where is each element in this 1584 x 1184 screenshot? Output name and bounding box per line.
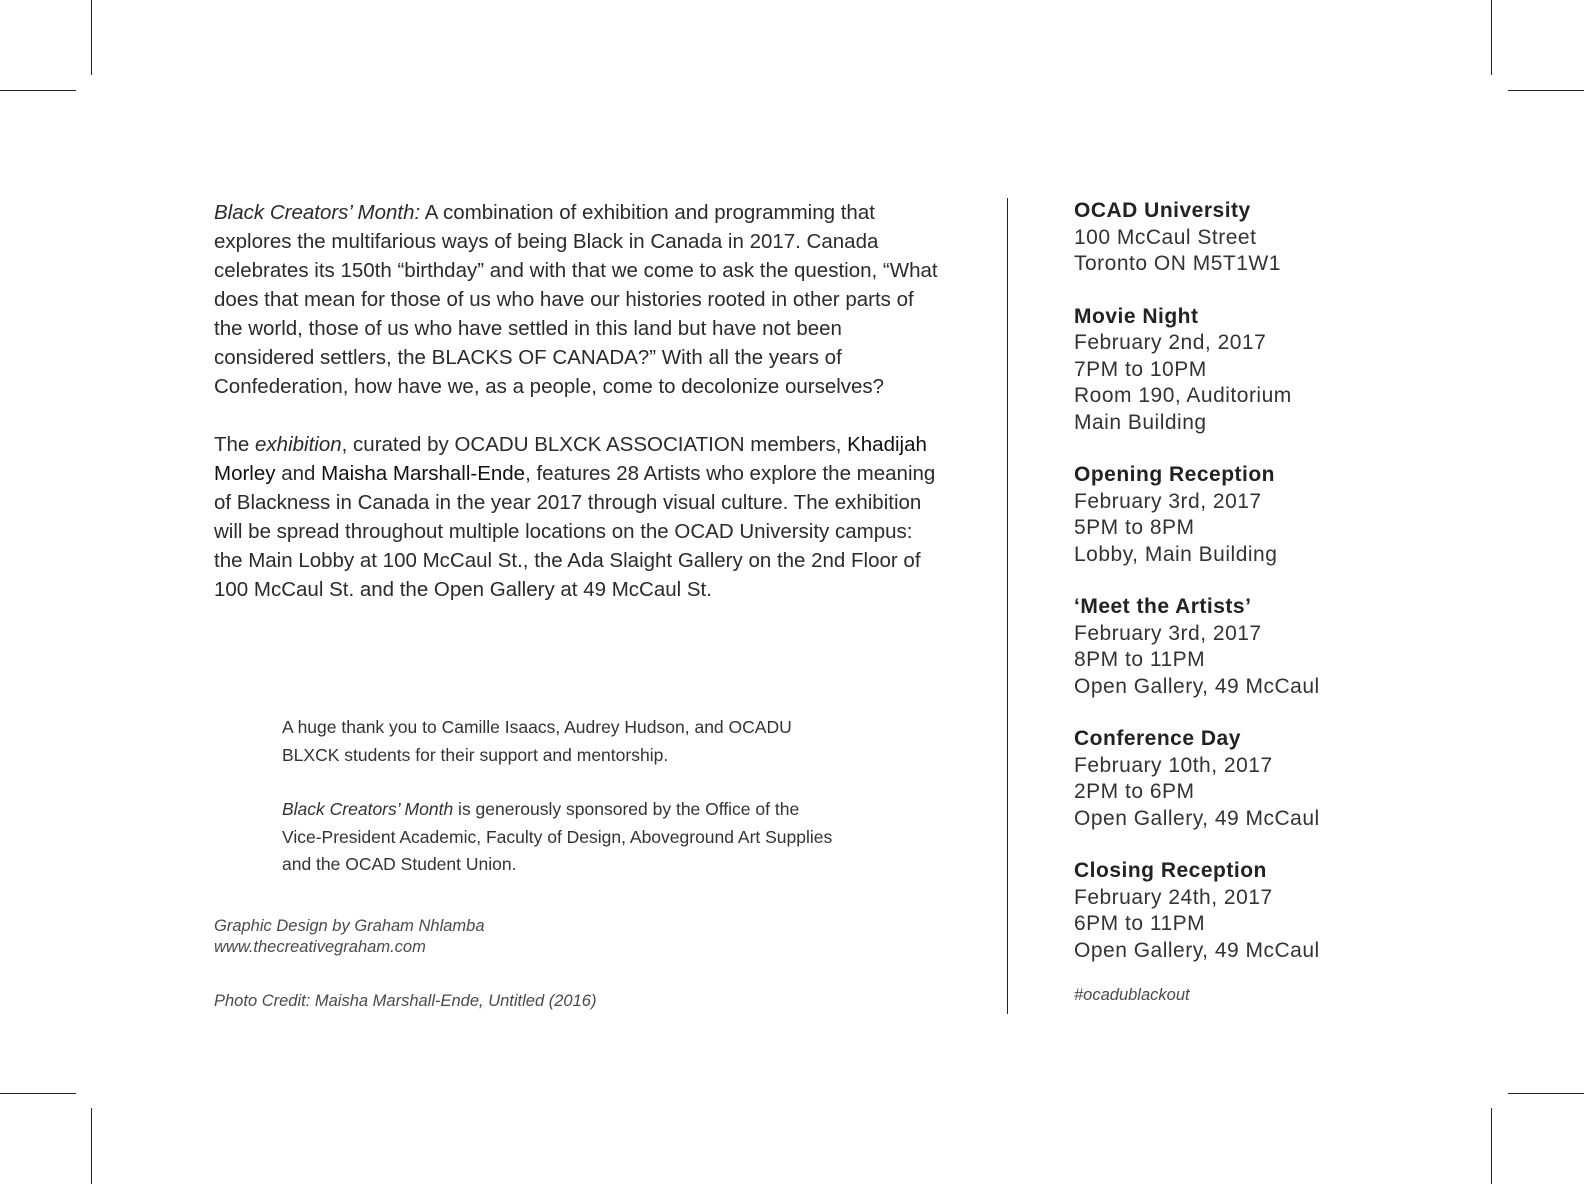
event-line: February 24th, 2017 xyxy=(1074,885,1273,909)
credits xyxy=(214,916,734,1012)
event-line: February 10th, 2017 xyxy=(1074,753,1273,777)
crop-mark-top-left-vertical xyxy=(91,0,92,75)
event-line: 5PM to 8PM xyxy=(1074,516,1195,539)
thanks-paragraph: A huge thank you to Camille Isaacs, Audrey Hudson, and OCADU BLXCK students for their support and mentorship. xyxy=(282,717,792,765)
exhibition-text-part2: , features 28 Artists who explore the meaning of Blackness in Canada in the year 2017 through visual culture. The exhibition will be spread throughout multiple locations on the OCAD University campus: the Main Lobby at 100 McCaul St., the Ada Slaight Gallery on the 2nd Floor of 100 McCaul St. and the Open Gallery at 49 McCaul St. xyxy=(214,462,936,601)
curator-name-1: Khadijah Morley xyxy=(214,433,927,485)
intro-paragraph xyxy=(214,198,944,401)
event-closing-reception xyxy=(1074,858,1474,964)
event-title: Movie Night xyxy=(1074,304,1199,328)
event-line: 7PM to 10PM xyxy=(1074,357,1207,381)
event-title: ‘Meet the Artists’ xyxy=(1074,595,1252,618)
description-column xyxy=(214,198,944,604)
event-line: Open Gallery, 49 McCaul xyxy=(1074,806,1320,830)
exhibition-and: and xyxy=(275,462,322,485)
event-line: Open Gallery, 49 McCaul xyxy=(1074,674,1320,698)
acknowledgements xyxy=(282,714,842,879)
design-credit: Graphic Design by Graham Nhlamba xyxy=(214,917,485,935)
exhibition-prefix: The xyxy=(214,433,256,456)
exhibition-text-part1: , curated by OCADU BLXCK ASSOCIATION members, xyxy=(341,433,848,456)
event-conference-day xyxy=(1074,726,1474,832)
photo-credit: Photo Credit: Maisha Marshall-Ende, Untitled (2016) xyxy=(214,992,597,1010)
event-line: Toronto ON M5T1W1 xyxy=(1074,252,1281,275)
event-title: Opening Reception xyxy=(1074,463,1276,486)
crop-mark-top-right-horizontal xyxy=(1508,90,1584,91)
crop-mark-top-left-horizontal xyxy=(0,90,76,91)
crop-mark-bottom-right-horizontal xyxy=(1508,1093,1584,1094)
event-line: Main Building xyxy=(1074,410,1207,434)
event-line: 6PM to 11PM xyxy=(1074,912,1206,935)
events-column xyxy=(1074,198,1474,1005)
hashtag: #ocadublackout xyxy=(1074,986,1190,1004)
column-divider xyxy=(1007,198,1008,1014)
event-meet-the-artists xyxy=(1074,594,1474,700)
event-title: Conference Day xyxy=(1074,727,1241,750)
intro-text: A combination of exhibition and programming that explores the multifarious ways of being Black in Canada in 2017. Canada celebrates its 150th “birthday” and with that we come to ask the question, “What does that mean for those of us who have our histories rooted in other parts of the world, those of us who have settled in this land but have not been considered settlers, the BLACKS OF CANADA?” With all the years of Confederation, how have we, as a people, come to decolonize ourselves? xyxy=(214,201,938,398)
crop-mark-bottom-left-vertical xyxy=(91,1108,92,1184)
exhibition-paragraph xyxy=(214,430,944,604)
event-line: 100 McCaul Street xyxy=(1074,225,1257,249)
crop-mark-bottom-left-horizontal xyxy=(0,1093,76,1094)
intro-title: Black Creators’ Month: xyxy=(214,201,421,224)
event-line: February 3rd, 2017 xyxy=(1074,489,1262,513)
event-line: Room 190, Auditorium xyxy=(1074,384,1292,407)
sponsor-paragraph xyxy=(282,796,842,879)
event-line: Open Gallery, 49 McCaul xyxy=(1074,938,1320,962)
event-title: OCAD University xyxy=(1074,199,1251,222)
event-title: Closing Reception xyxy=(1074,859,1267,882)
event-location xyxy=(1074,198,1474,278)
curator-name-2: Maisha Marshall-Ende xyxy=(321,462,526,485)
event-line: 2PM to 6PM xyxy=(1074,780,1195,803)
event-line: February 3rd, 2017 xyxy=(1074,621,1262,645)
crop-mark-top-right-vertical xyxy=(1491,0,1492,75)
event-opening-reception xyxy=(1074,462,1474,568)
event-line: 8PM to 11PM xyxy=(1074,648,1206,671)
event-movie-night xyxy=(1074,304,1474,437)
crop-mark-bottom-right-vertical xyxy=(1491,1108,1492,1184)
sponsor-text: is generously sponsored by the Office of the Vice-President Academic, Faculty of Design, Aboveground Art Supplies and the OCAD Student Union. xyxy=(282,799,833,874)
exhibition-italic-word: exhibition xyxy=(255,433,342,456)
event-line: February 2nd, 2017 xyxy=(1074,331,1267,354)
sponsor-title: Black Creators’ Month xyxy=(282,799,454,819)
designer-website: www.thecreativegraham.com xyxy=(214,938,426,956)
event-line: Lobby, Main Building xyxy=(1074,542,1278,566)
